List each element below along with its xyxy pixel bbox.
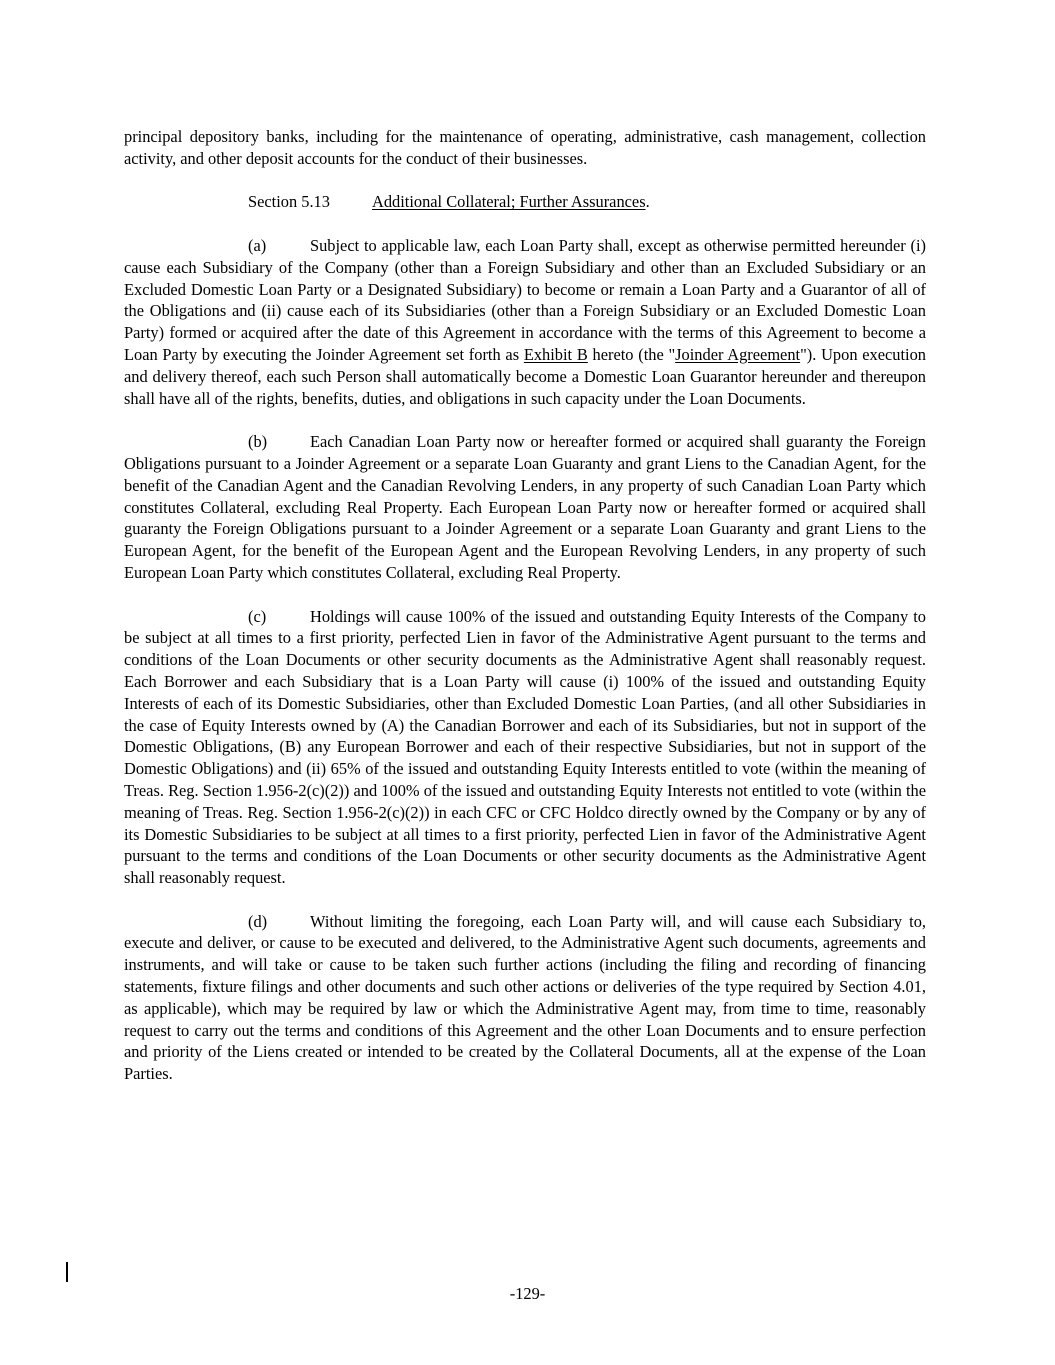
section-number: Section 5.13 <box>248 192 330 212</box>
opening-paragraph: principal depository banks, including for the maintenance of operating, administrative, cash management, collection activity, and other deposit accounts for the conduct of their businesses. <box>124 127 926 168</box>
paragraph-a <box>124 235 926 409</box>
page-number: -129- <box>509 1284 546 1303</box>
exhibit-b-reference: Exhibit B <box>523 344 588 364</box>
joinder-agreement-term: Joinder Agreement <box>675 344 801 364</box>
section-title-period: . <box>645 192 650 212</box>
section-title: Additional Collateral; Further Assurances <box>372 192 646 212</box>
paragraph-d-label: (d) <box>248 911 268 931</box>
paragraph-c-label: (c) <box>248 606 267 626</box>
paragraph-d-text: Without limiting the foregoing, each Loan Party will, and will cause each Subsidiary to, execute and deliver, or cause to be executed and delivered, to the Administrative Agent such documents, agreements and instruments, and will take or cause to be taken such further actions (including the filing and recording of financing statements, fixture filings and other documents and such other actions or deliveries of the type required by Section 4.01, as applicable), which may be required by law or which the Administrative Agent may, from time to time, reasonably request to carry out the terms and conditions of this Agreement and the other Loan Documents and to ensure perfection and priority of the Liens created or intended to be created by the Collateral Documents, all at the expense of the Loan Parties. <box>124 911 926 1084</box>
paragraph-b-label: (b) <box>248 432 268 452</box>
paragraph-b <box>124 431 926 584</box>
document-body <box>124 126 926 1085</box>
paragraph-a-label: (a) <box>248 235 267 255</box>
paragraph-d <box>124 911 926 1085</box>
revision-change-bar <box>66 1262 68 1282</box>
section-heading <box>124 191 926 213</box>
paragraph-c-text: Holdings will cause 100% of the issued and outstanding Equity Interests of the Company to be subject at all times to a first priority, perfected Lien in favor of the Administrative Agent pursuant to the terms and conditions of the Loan Documents or other security documents as the Administrative Agent shall reasonably request. Each Borrower and each Subsidiary that is a Loan Party will cause (i) 100% of the issued and outstanding Equity Interests of each of its Domestic Subsidiaries, other than Excluded Domestic Loan Parties, (and all other Subsidiaries in the case of Equity Interests owned by (A) the Canadian Borrower and each of its Subsidiaries, but not in support of the Domestic Obligations, (B) any European Borrower and each of their respective Subsidiaries, but not in support of the Domestic Obligations) and (ii) 65% of the issued and outstanding Equity Interests entitled to vote (within the meaning of Treas. Reg. Section 1.956-2(c)(2)) and 100% of the issued and outstanding Equity Interests not entitled to vote (within the meaning of Treas. Reg. Section 1.956-2(c)(2)) in each CFC or CFC Holdco directly owned by the Company or by any of its Domestic Subsidiaries to be subject at all times to a first priority, perfected Lien in favor of the Administrative Agent pursuant to the terms and conditions of the Loan Documents or other security documents as the Administrative Agent shall reasonably request. <box>124 606 926 888</box>
paragraph-b-text: Each Canadian Loan Party now or hereafter formed or acquired shall guaranty the Foreign Obligations pursuant to a Joinder Agreement or a separate Loan Guaranty and grant Liens to the Canadian Agent, for the benefit of the Canadian Agent and the Canadian Revolving Lenders, in any property of such Canadian Loan Party which constitutes Collateral, excluding Real Property. Each European Loan Party now or hereafter formed or acquired shall guaranty the Foreign Obligations pursuant to a Joinder Agreement or a separate Loan Guaranty and grant Liens to the European Agent, for the benefit of the European Agent and the European Revolving Lenders, in any property of such European Loan Party which constitutes Collateral, excluding Real Property. <box>124 432 926 582</box>
paragraph-a-text-3: "). Upon execution and delivery thereof, each such Person shall automatically become a Domestic Loan Guarantor hereunder and thereupon shall have all of the rights, benefits, duties, and obligations in such capacity under the Loan Documents. <box>124 344 926 408</box>
paragraph-a-text-1: Subject to applicable law, each Loan Party shall, except as otherwise permitted hereunder (i) cause each Subsidiary of the Company (other than a Foreign Subsidiary and other than an Excluded Subsidiary or an Excluded Domestic Loan Party or a Designated Subsidiary) to become or remain a Loan Party and a Guarantor of all of the Obligations and (ii) cause each of its Subsidiaries (other than a Foreign Subsidiary or an Excluded Domestic Loan Party) formed or acquired after the date of this Agreement in accordance with the terms of this Agreement to become a Loan Party by executing the Joinder Agreement set forth as <box>124 235 926 364</box>
paragraph-c <box>124 606 926 889</box>
paragraph-a-text-2: hereto (the " <box>587 344 676 364</box>
